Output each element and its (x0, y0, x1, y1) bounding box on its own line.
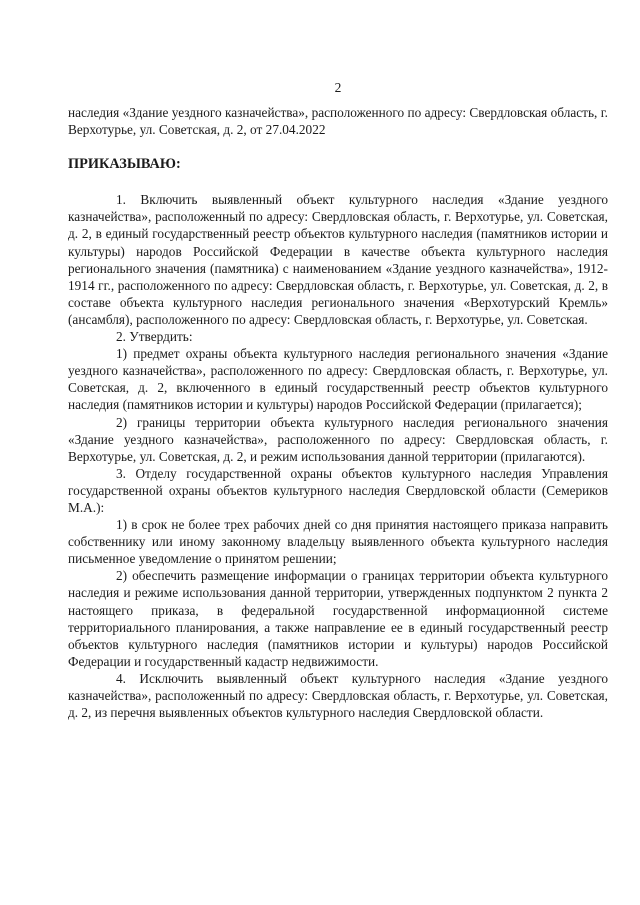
paragraph-2: 2. Утвердить: (116, 329, 193, 345)
page-number: 2 (334, 80, 342, 95)
paragraph-1: 1. Включить выявленный объект культурного наследия «Здание уездного казначейства», расположенный по адресу: Свердловская область, г. Верхотурье, ул. Советская, д. 2, в единый государственный реестр объектов культурного наследия (памятников истории и культуры) народов Российской Федерации в качестве объекта культурного наследия регионального значения (памятника) с наименованием «Здание уездного казначейства», 1912-1914 гг., расположенного по адресу: Свердловская область, г. Верхотурье, ул. Советская, д. 2, в составе объекта культурного наследия регионального значения «Верхотурский Кремль» (ансамбля), расположенного по адресу: Свердловская область, г. Верхотурье, ул. Советская. (68, 192, 608, 327)
document-body (68, 104, 608, 721)
document-page (68, 0, 608, 905)
paragraph-2-1: 1) предмет охраны объекта культурного наследия регионального значения «Здание уездного казначейства», расположенного по адресу: Свердловская область, г. Верхотурье, ул. Советская, д. 2, включенного в единый государственный реестр объектов культурного наследия (памятников истории и культуры) народов Российской Федерации (прилагается); (68, 346, 608, 413)
paragraph-4: 4. Исключить выявленный объект культурного наследия «Здание уездного казначейства», расположенный по адресу: Свердловская область, г. Верхотурье, ул. Советская, д. 2, из перечня выявленных объектов культурного наследия Свердловской области. (68, 670, 608, 721)
paragraph-3: 3. Отделу государственной охраны объектов культурного наследия Управления государственной охраны объектов культурного наследия Свердловской области (Семериков М.А.): (68, 465, 608, 515)
paragraph-3-1: 1) в срок не более трех рабочих дней со дня принятия настоящего приказа направить собственнику или иному законному владельцу выявленного объекта культурного наследия письменное уведомление о принятом решении; (68, 517, 608, 567)
intro-paragraph: наследия «Здание уездного казначейства», расположенного по адресу: Свердловская область, г. Верхотурье, ул. Советская, д. 2, от 27.04.2022 (68, 105, 608, 138)
paragraph-2-2: 2) границы территории объекта культурного наследия регионального значения «Здание уездного казначейства», расположенного по адресу: Свердловская область, г. Верхотурье, ул. Советская, д. 2, и режим использования данной территории (прилагаются). (68, 414, 608, 464)
order-heading: ПРИКАЗЫВАЮ: (68, 156, 181, 173)
paragraph-3-2: 2) обеспечить размещение информации о границах территории объекта культурного наследия и режиме использования данной территории, утвержденных подпунктом 2 пункта 2 настоящего приказа, в федеральной государственной информационной системе территориального планирования, а также направление ее в единый государственный реестр объектов культурного наследия (памятников истории и культуры) народов Российской Федерации и государственный кадастр недвижимости. (68, 568, 608, 669)
